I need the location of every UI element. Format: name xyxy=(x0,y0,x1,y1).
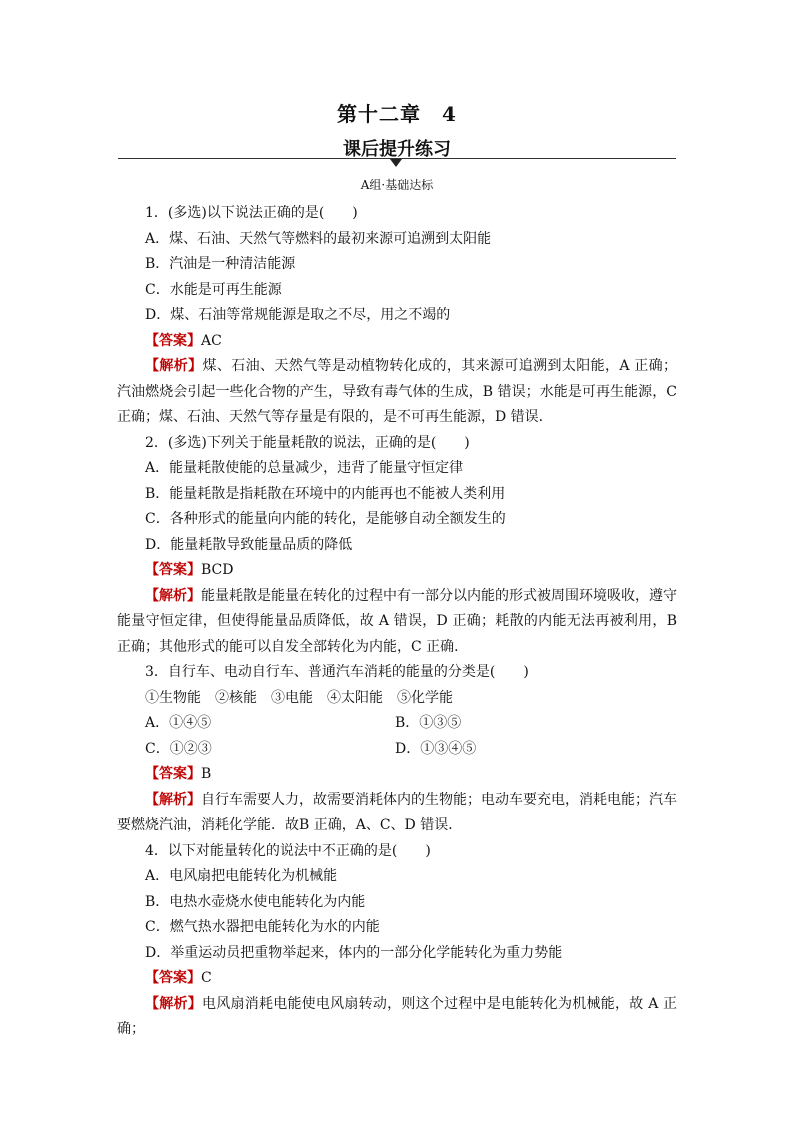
question-3-option-a: A．①④⑤ xyxy=(145,715,212,731)
question-3-stem: 3．自行车、电动自行车、普通汽车消耗的能量的分类是( ) xyxy=(145,664,529,680)
question-3-option-c: C．①②③ xyxy=(145,740,212,757)
question-1-answer xyxy=(145,329,677,355)
question-3-items: ①生物能 ②核能 ③电能 ④太阳能 ⑤化学能 xyxy=(145,689,453,706)
analysis-tag: 【解析】 xyxy=(145,995,202,1012)
question-4-option-a: A．电风扇把电能转化为机械能 xyxy=(145,868,338,884)
question-3-option-d: D．①③④⑤ xyxy=(395,740,477,757)
analysis-text: 自行车需要人力，故需要消耗体内的生物能；电动车要充电，消耗电能；汽车要燃烧汽油，消耗化学能．故B 正确，A、C、D 错误． xyxy=(117,791,677,833)
question-4-stem: 4．以下对能量转化的说法中不正确的是( ) xyxy=(145,842,431,859)
question-2-answer xyxy=(145,558,677,584)
question-1-analysis xyxy=(117,354,677,431)
analysis-tag: 【解析】 xyxy=(145,791,201,808)
question-3-answer xyxy=(145,762,677,788)
question-3-options-row-2 xyxy=(145,737,677,763)
question-4-option-b: B．电热水壶烧水使电能转化为内能 xyxy=(145,893,366,910)
question-4-option-c: C．燃气热水器把电能转化为水的内能 xyxy=(145,919,380,935)
group-heading: A组·基础达标 xyxy=(360,178,434,192)
answer-tag: 【答案】 xyxy=(145,970,201,986)
question-body xyxy=(117,201,678,1043)
question-4-option-d: D．举重运动员把重物举起来，体内的一部分化学能转化为重力势能 xyxy=(145,944,563,961)
question-1-stem: 1．(多选)以下说法正确的是( ) xyxy=(145,205,358,221)
question-4-answer xyxy=(145,966,677,992)
answer-value: C xyxy=(201,970,212,986)
question-4-analysis xyxy=(117,992,677,1043)
chapter-title: 第十二章 4 xyxy=(337,102,457,126)
question-2-option-a: A．能量耗散使能的总量减少，违背了能量守恒定律 xyxy=(145,460,464,476)
analysis-text: 能量耗散是能量在转化的过程中有一部分以内能的形式被周围环境吸收，遵守能量守恒定律，但使得能量品质降低，故 A 错误，D 正确；耗散的内能无法再被利用，B 正确；其他形式的能可以自发全部转化为内能，C 正确． xyxy=(117,587,677,655)
question-1-option-c: C．水能是可再生能源 xyxy=(145,281,282,298)
section-subtitle: 课后提升练习 xyxy=(343,139,451,160)
question-2-stem: 2．(多选)下列关于能量耗散的说法，正确的是( ) xyxy=(145,434,470,451)
question-1-option-a: A．煤、石油、天然气等燃料的最初来源可追溯到太阳能 xyxy=(145,230,492,247)
question-3-option-b: B．①③⑤ xyxy=(395,715,462,731)
answer-value: AC xyxy=(201,332,222,349)
analysis-tag: 【解析】 xyxy=(145,587,201,604)
answer-tag: 【答案】 xyxy=(145,332,201,349)
question-2-option-c: C．各种形式的能量向内能的转化，是能够自动全额发生的 xyxy=(145,511,506,527)
question-3-options-row-1 xyxy=(145,711,677,737)
answer-value: BCD xyxy=(201,562,234,578)
down-triangle-icon xyxy=(390,159,402,167)
question-3-analysis xyxy=(117,788,677,839)
question-2-analysis xyxy=(117,584,677,661)
question-1-option-d: D．煤、石油等常规能源是取之不尽，用之不竭的 xyxy=(145,307,451,323)
answer-tag: 【答案】 xyxy=(145,766,201,782)
question-2-option-d: D．能量耗散导致能量品质的降低 xyxy=(145,536,353,553)
analysis-text: 煤、石油、天然气等是动植物转化成的，其来源可追溯到太阳能，A 正确；汽油燃烧会引起一些化合物的产生，导致有毒气体的生成，B 错误；水能是可再生能源，C 正确；煤、石油、天然气等存量是有限的，是不可再生能源，D 错误． xyxy=(117,358,678,425)
question-1-option-b: B．汽油是一种清洁能源 xyxy=(145,256,296,272)
analysis-tag: 【解析】 xyxy=(145,358,203,374)
analysis-text: 电风扇消耗电能使电风扇转动，则这个过程中是电能转化为机械能，故 A 正确； xyxy=(117,995,678,1037)
question-2-option-b: B．能量耗散是指耗散在环境中的内能再也不能被人类利用 xyxy=(145,485,506,502)
answer-value: B xyxy=(201,766,212,782)
answer-tag: 【答案】 xyxy=(145,562,201,578)
